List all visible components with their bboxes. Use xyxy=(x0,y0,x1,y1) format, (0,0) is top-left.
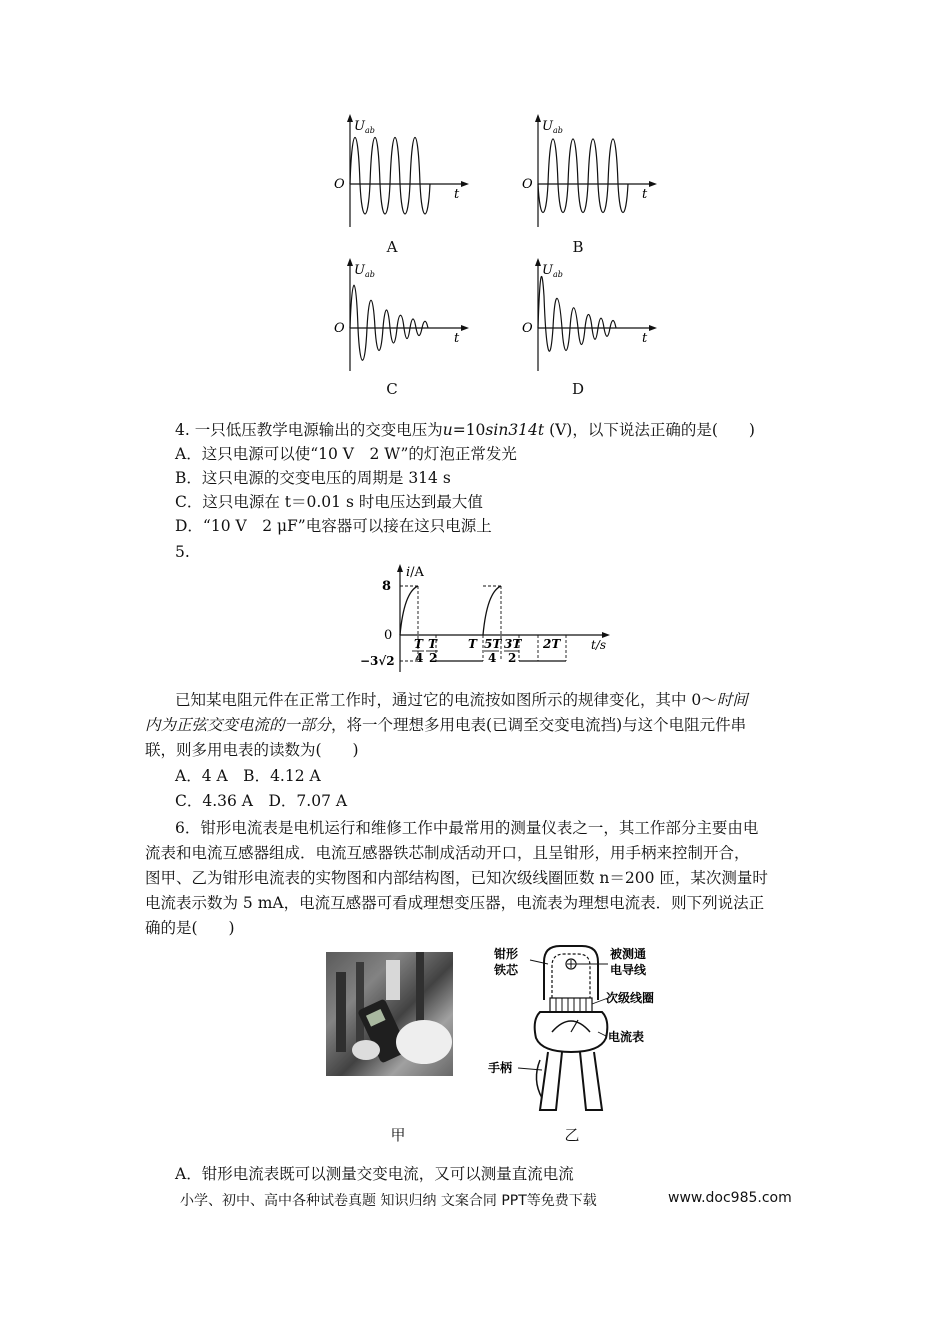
label-wire-2: 电导线 xyxy=(610,963,647,977)
figure-graph-d xyxy=(518,256,658,376)
tick-3T-2-den: 2 xyxy=(508,651,517,665)
origin-label: O xyxy=(522,177,533,192)
footer-link[interactable]: www.doc985.com xyxy=(668,1190,792,1206)
q5-options-line1: A．4 A B．4.12 A xyxy=(175,767,321,785)
origin-label: O xyxy=(334,321,345,336)
clamp-meter-diagram xyxy=(488,940,668,1120)
figure-label-a: A xyxy=(386,238,398,256)
figure-graph-a xyxy=(330,112,470,232)
wave-b xyxy=(538,139,628,213)
axis-x-label: t xyxy=(642,187,648,202)
q6-line2: 流表和电流互感器组成．电流互感器铁芯制成活动开口，且呈钳形，用手柄来控制开合， xyxy=(145,844,750,862)
y-tick-8: 8 xyxy=(382,579,392,594)
axis-y-label: $U_{ab}$ xyxy=(542,263,563,279)
axis-y-label: $U_{ab}$ xyxy=(354,119,375,135)
q5-paragraph-line2: 内为正弦交变电流的一部分，将一个理想多用电表(已调至交变电流挡)与这个电阻元件串 xyxy=(145,716,747,734)
figure-label-d: D xyxy=(571,380,585,398)
q6-option-a: A．钳形电流表既可以测量交变电流，又可以测量直流电流 xyxy=(175,1165,574,1183)
q4-option-a: A．这只电源可以使“10 V 2 W”的灯泡正常发光 xyxy=(175,445,517,463)
tick-T-4-den: 4 xyxy=(415,651,424,665)
label-core-1: 钳形 xyxy=(494,947,519,961)
q6-line1: 6．钳形电流表是电机运行和维修工作中最常用的测量仪表之一，其工作部分主要由电 xyxy=(175,819,759,837)
figure-graph-b xyxy=(518,112,658,232)
q5-paragraph-line3: 联，则多用电表的读数为( ) xyxy=(145,741,359,759)
q6-line4: 电流表示数为 5 mA，电流互感器可看成理想变压器，电流表为理想电流表．则下列说法正 xyxy=(145,894,765,912)
q4-option-b: B．这只电源的交变电压的周期是 314 s xyxy=(175,469,451,487)
label-core-2: 铁芯 xyxy=(494,963,519,977)
axis-x-label: t xyxy=(642,331,648,346)
caption-yi: 乙 xyxy=(564,1126,580,1144)
q4-option-c: C．这只电源在 t＝0.01 s 时电压达到最大值 xyxy=(175,493,483,511)
tick-T-2-den: 2 xyxy=(429,651,438,665)
wave-d xyxy=(538,276,616,351)
tick-2T: 2T xyxy=(543,637,561,651)
q5-options-line2: C．4.36 A D．7.07 A xyxy=(175,792,348,810)
origin-label: O xyxy=(522,321,533,336)
q6-line5: 确的是( ) xyxy=(145,919,235,937)
caption-jia: 甲 xyxy=(390,1126,406,1144)
wave-a xyxy=(350,138,430,215)
origin-label: O xyxy=(334,177,345,192)
figure-label-b: B xyxy=(572,238,584,256)
clamp-meter-photo xyxy=(326,952,453,1076)
q5-number: 5. xyxy=(175,543,190,561)
label-wire-1: 被测通 xyxy=(610,947,647,961)
y-axis-label: i/A xyxy=(406,565,424,580)
q6-line3: 图甲、乙为钳形电流表的实物图和内部结构图，已知次级线圈匝数 n＝200 匝，某次测量时 xyxy=(145,869,768,887)
tick-T-2-num: T xyxy=(428,637,437,651)
tick-5T-4-den: 4 xyxy=(488,651,497,665)
axis-y-label: $U_{ab}$ xyxy=(542,119,563,135)
footer-left: 小学、初中、高中各种试卷真题 知识归纳 文案合同 PPT等免费下载 xyxy=(180,1193,597,1209)
label-coil: 次级线圈 xyxy=(606,991,655,1005)
figure-label-c: C xyxy=(386,380,398,398)
label-meter: 电流表 xyxy=(608,1030,645,1044)
y-tick-neg: −3√2 xyxy=(360,654,395,668)
tick-T: T xyxy=(468,637,477,651)
q4-option-d: D．“10 V 2 μF”电容器可以接在这只电源上 xyxy=(175,517,492,535)
axis-x-label: t xyxy=(454,187,460,202)
tick-5T-4-num: 5T xyxy=(484,637,502,651)
y-tick-0: 0 xyxy=(384,628,393,643)
x-axis-label: t/s xyxy=(591,638,607,652)
label-handle: 手柄 xyxy=(488,1061,513,1075)
axis-y-label: $U_{ab}$ xyxy=(354,263,375,279)
figure-graph-c xyxy=(330,256,470,376)
current-waveform xyxy=(400,586,566,661)
q5-current-graph xyxy=(360,560,620,676)
q4-stem: 4. 一只低压教学电源输出的交变电压为u=10sin314t (V)，以下说法正确的是( ) xyxy=(175,421,755,439)
q5-paragraph-line1: 已知某电阻元件在正常工作时，通过它的电流按如图所示的规律变化，其中 0～时间 xyxy=(175,691,748,709)
wave-c xyxy=(350,285,428,360)
axis-x-label: t xyxy=(454,331,460,346)
tick-T-4-num: T xyxy=(414,637,423,651)
tick-3T-2-num: 3T xyxy=(504,637,522,651)
